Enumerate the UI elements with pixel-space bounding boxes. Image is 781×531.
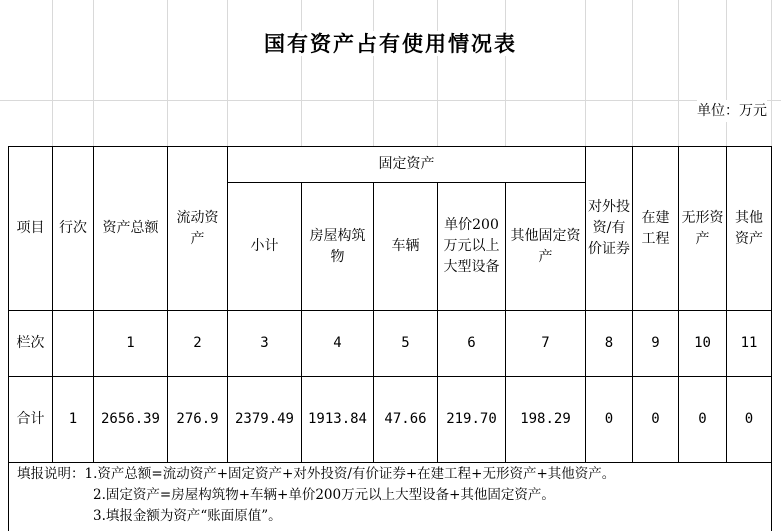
- column-row-label: 栏次: [9, 311, 53, 377]
- table-cell: 2: [168, 311, 228, 377]
- table-cell: 8: [586, 311, 633, 377]
- table-cell: 5: [374, 311, 438, 377]
- table-cell: 11: [727, 311, 772, 377]
- unit-label: 单位：万元: [697, 100, 767, 122]
- table-cell: 1: [94, 311, 168, 377]
- table-cell: 9: [633, 311, 679, 377]
- table-cell: 2656.39: [94, 377, 168, 463]
- table-cell: 219.70: [438, 377, 506, 463]
- header-other-assets: 其他资产: [727, 147, 772, 311]
- note-item: 1.资产总额=流动资产+固定资产+对外投资/有价证券+在建工程+无形资产+其他资产。: [84, 466, 616, 482]
- table-cell: 0: [633, 377, 679, 463]
- header-subtotal: 小计: [228, 183, 302, 311]
- asset-table: [8, 146, 772, 463]
- table-cell: 198.29: [506, 377, 586, 463]
- table-cell: [53, 311, 94, 377]
- table-cell: 2379.49: [228, 377, 302, 463]
- table-cell: 0: [727, 377, 772, 463]
- header-fixed-assets: 固定资产: [228, 147, 586, 183]
- header-large-equipment: 单价200万元以上大型设备: [438, 183, 506, 311]
- table-cell: 0: [679, 377, 727, 463]
- filing-notes: [8, 462, 772, 531]
- table-cell: 276.9: [168, 377, 228, 463]
- header-intangible: 无形资产: [679, 147, 727, 311]
- page-title: 国有资产占有使用情况表: [0, 28, 781, 58]
- header-vehicles: 车辆: [374, 183, 438, 311]
- total-row-label: 合计: [9, 377, 53, 463]
- table-cell: 7: [506, 311, 586, 377]
- note-item: 2.固定资产=房屋构筑物+车辆+单价200万元以上大型设备+其他固定资产。: [93, 487, 555, 503]
- header-total-assets: 资产总额: [94, 147, 168, 311]
- notes-prefix: 填报说明：: [17, 466, 85, 482]
- header-construction: 在建工程: [633, 147, 679, 311]
- header-current-assets: 流动资产: [168, 147, 228, 311]
- note-item: 3.填报金额为资产“账面原值”。: [93, 508, 282, 524]
- header-investments: 对外投资/有价证券: [586, 147, 633, 311]
- table-cell: 3: [228, 311, 302, 377]
- table-cell: 47.66: [374, 377, 438, 463]
- table-cell: 4: [302, 311, 374, 377]
- header-row-no: 行次: [53, 147, 94, 311]
- header-buildings: 房屋构筑物: [302, 183, 374, 311]
- table-cell: 10: [679, 311, 727, 377]
- table-cell: 1: [53, 377, 94, 463]
- header-other-fixed: 其他固定资产: [506, 183, 586, 311]
- spreadsheet-grid: [0, 0, 781, 146]
- table-cell: 1913.84: [302, 377, 374, 463]
- header-item: 项目: [9, 147, 53, 311]
- table-cell: 0: [586, 377, 633, 463]
- table-cell: 6: [438, 311, 506, 377]
